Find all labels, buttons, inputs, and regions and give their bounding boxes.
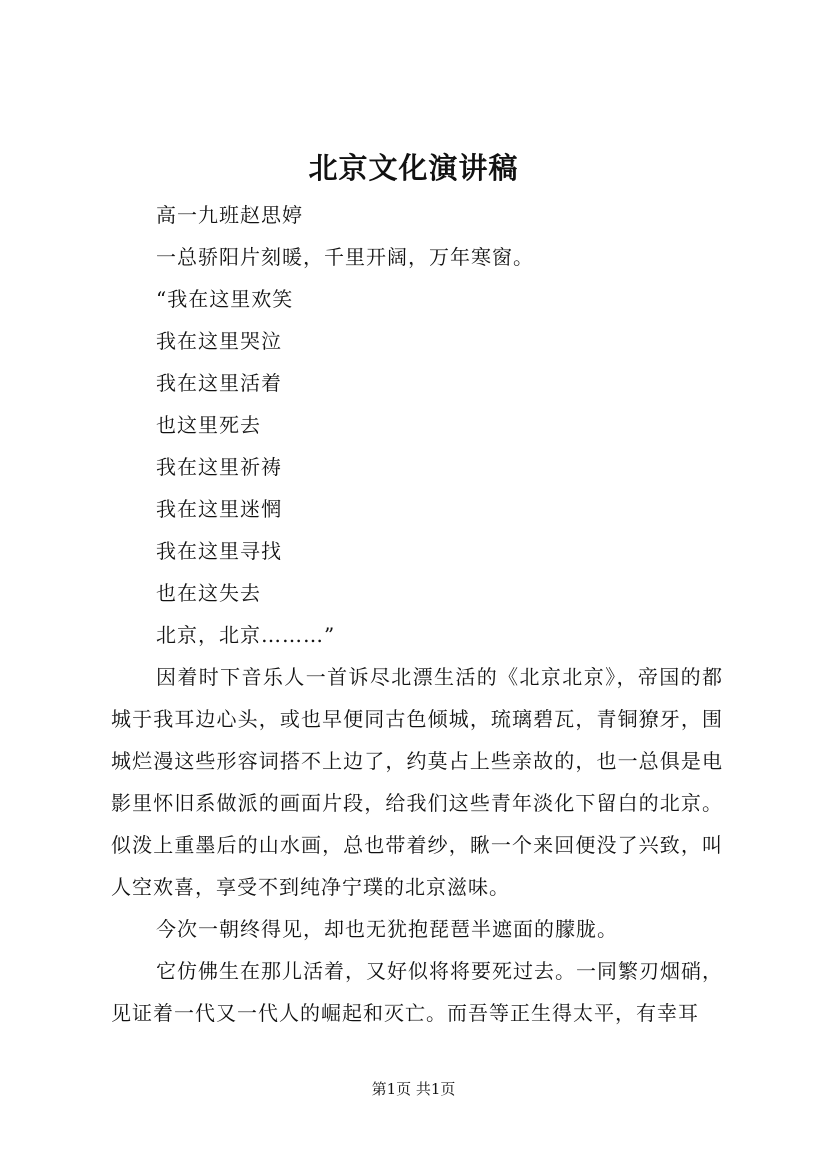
- document-title: 北京文化演讲稿: [308, 151, 519, 185]
- poem-line: 我在这里寻找: [156, 539, 282, 563]
- page-number-footer: 第1页 共1页: [371, 1080, 456, 1098]
- poem-line: 北京，北京………”: [156, 623, 336, 647]
- poem-line: 也在这失去: [156, 581, 261, 605]
- body-paragraph: 它仿佛生在那儿活着，又好似将将要死过去。一同繁刃烟硝，见证着一代又一代人的崛起和灭亡。而吾等正生得太平，有幸耳: [111, 959, 723, 1025]
- text-line: 一总骄阳片刻暖，千里开阔，万年寒窗。: [156, 245, 534, 269]
- body-paragraph: 今次一朝终得见，却也无犹抱琵琶半遮面的朦胧。: [156, 917, 618, 941]
- poem-line: 也这里死去: [156, 413, 261, 437]
- body-paragraph: 因着时下音乐人一首诉尽北漂生活的《北京北京》，帝国的都城于我耳边心头，或也早便同古色倾城，琉璃碧瓦，青铜獠牙，围城烂漫这些形容词搭不上边了，约莫占上些亲故的，也一总俱是电影里怀旧系做派的画面片段，给我们这些青年淡化下留白的北京。似泼上重墨后的山水画，总也带着纱，瞅一个来回便没了兴致，叫人空欢喜，享受不到纯净宁璞的北京滋味。: [111, 665, 723, 899]
- author-line: 高一九班赵思婷: [156, 203, 303, 227]
- document-body: [111, 194, 723, 1034]
- poem-line: 我在这里迷惘: [156, 497, 282, 521]
- poem-line: 我在这里祈祷: [156, 455, 282, 479]
- poem-line: “我在这里欢笑: [156, 287, 294, 311]
- poem-line: 我在这里活着: [156, 371, 282, 395]
- poem-line: 我在这里哭泣: [156, 329, 282, 353]
